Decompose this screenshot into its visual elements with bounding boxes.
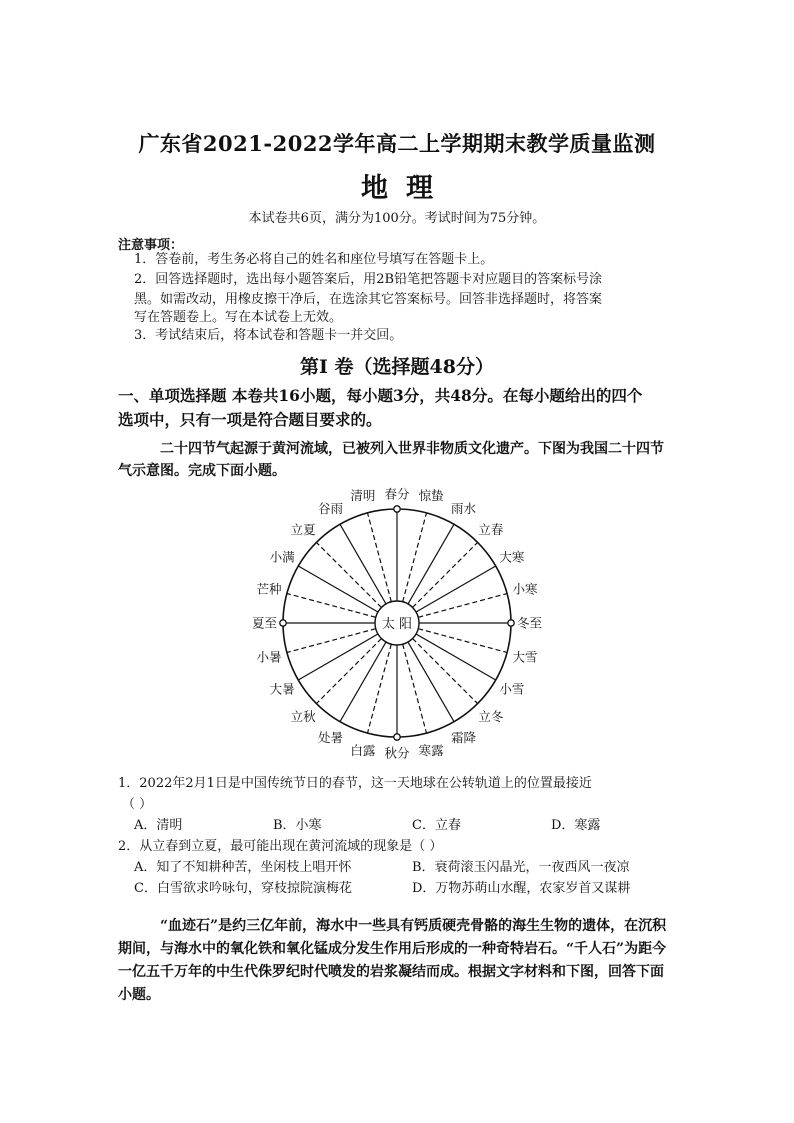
solar-term-label: 小满 [269, 549, 295, 565]
spoke-solid [416, 634, 496, 680]
spoke-solid [416, 566, 496, 612]
passage2-line-1: “血迹石”是约三亿年前，海水中一些具有钙质硬壳骨骼的海生生物的遗体，在沉积 [160, 918, 667, 934]
solar-term-label: 清明 [350, 487, 376, 503]
spoke-solid [340, 642, 386, 722]
solar-term-label: 立秋 [290, 708, 316, 724]
solar-term-label: 雨水 [451, 501, 477, 517]
key-term-node [280, 620, 286, 626]
solar-term-label: 处暑 [317, 729, 343, 745]
q1-stem: 1．2022年2月1日是中国传统节日的春节，这一天地球在公转轨道上的位置最接近 [118, 776, 592, 791]
q2-option-b: B．衰荷滚玉闪晶光，一夜西风一夜凉 [412, 860, 630, 875]
subject-title: 地理 [361, 173, 451, 204]
solar-term-label: 立夏 [290, 522, 316, 538]
solar-term-label: 大暑 [269, 681, 295, 697]
spoke-dashed [316, 542, 381, 607]
notice-line-2: 2．回答选择题时，选出每小题答案后，用2B铅笔把答题卡对应题目的答案标号涂 [134, 272, 603, 287]
exam-info: 本试卷共6页，满分为100分。考试时间为75分钟。 [248, 211, 546, 226]
spoke-dashed [403, 644, 427, 733]
notice-line-1: 1．答卷前，考生务必将自己的姓名和座位号填写在答题卡上。 [134, 252, 494, 267]
solar-terms-diagram [240, 483, 560, 763]
notice-line-3: 黑。如需改动，用橡皮擦干净后，在选涂其它答案标号。回答非选择题时，将答案 [134, 292, 603, 307]
solar-term-label: 秋分 [384, 745, 410, 761]
solar-term-label: 夏至 [251, 615, 277, 631]
spoke-dashed [316, 639, 381, 704]
solar-term-label: 霜降 [451, 729, 477, 745]
solar-term-label: 立春 [478, 522, 504, 538]
solar-term-label: 立冬 [478, 708, 504, 724]
spoke-dashed [418, 593, 507, 617]
exam-title: 广东省2021-2022学年高二上学期期末教学质量监测 [138, 131, 656, 156]
spoke-dashed [287, 629, 376, 653]
spoke-solid [340, 524, 386, 604]
passage1-line-1: 二十四节气起源于黄河流域，已被列入世界非物质文化遗产。下图为我国二十四节 [160, 441, 664, 457]
solar-term-label: 寒露 [418, 743, 444, 759]
solar-term-label: 白露 [350, 743, 376, 759]
solar-term-label: 春分 [384, 486, 410, 502]
q2-option-d: D．万物苏萌山水醒，农家岁首又谋耕 [412, 881, 631, 896]
solar-term-label: 大寒 [499, 549, 525, 565]
passage2-line-3: 一亿五千万年的中生代侏罗纪时代喷发的岩浆凝结而成。根据文字材料和下图，回答下面 [118, 964, 664, 980]
spoke-dashed [367, 513, 391, 602]
notice-line-5: 3．考试结束后，将本试卷和答题卡一并交回。 [134, 328, 403, 343]
key-term-node [508, 620, 514, 626]
spoke-solid [408, 524, 454, 604]
solar-term-label: 大雪 [512, 649, 538, 665]
key-term-node [394, 734, 400, 740]
solar-term-label: 谷雨 [317, 501, 343, 517]
passage1-line-2: 气示意图。完成下面小题。 [118, 463, 286, 479]
key-term-node [394, 506, 400, 512]
notice-heading: 注意事项： [118, 238, 184, 253]
q1-paren: （ ） [122, 797, 153, 812]
spoke-dashed [413, 542, 478, 607]
passage2-line-2: 期间，与海水中的氧化铁和氧化锰成分发生作用后形成的一种奇特岩石。“千人石”为距今 [118, 941, 667, 957]
q1-option-a: A．清明 [134, 818, 183, 833]
section-title: 第Ⅰ 卷（选择题48分） [300, 356, 494, 378]
q1-option-c: C．立春 [412, 818, 461, 833]
q2-option-c: C．白雪欲求吟咏句，穿枝掠院演梅花 [134, 881, 352, 896]
q1-option-b: B．小寒 [273, 818, 322, 833]
q2-option-a: A．知了不知耕种苦，坐闲枝上唱开怀 [134, 860, 352, 875]
solar-term-label: 冬至 [517, 615, 543, 631]
spoke-dashed [413, 639, 478, 704]
notice-line-4: 写在答题卷上。写在本试卷上无效。 [134, 310, 343, 325]
passage2-line-4: 小题。 [118, 987, 160, 1003]
q1-option-d: D．寒露 [551, 818, 601, 833]
spoke-solid [298, 566, 378, 612]
solar-term-label: 小雪 [499, 681, 525, 697]
spoke-dashed [367, 644, 391, 733]
sun-label: 太 阳 [381, 617, 413, 632]
section-instruction-line-2: 选项中，只有一项是符合题目要求的。 [118, 410, 382, 429]
solar-term-label: 惊蛰 [418, 487, 444, 503]
solar-term-label: 小寒 [512, 581, 538, 597]
spoke-solid [408, 642, 454, 722]
solar-term-label: 小暑 [256, 649, 282, 665]
q2-stem: 2．从立春到立夏，最可能出现在黄河流域的现象是（ ） [118, 839, 443, 854]
spoke-dashed [403, 513, 427, 602]
section-instruction-line-1: 一、单项选择题 本卷共16小题，每小题3分，共48分。在每小题给出的四个 [118, 386, 643, 405]
spoke-dashed [287, 593, 376, 617]
spoke-solid [298, 634, 378, 680]
spoke-dashed [418, 629, 507, 653]
solar-term-label: 芒种 [256, 581, 282, 597]
